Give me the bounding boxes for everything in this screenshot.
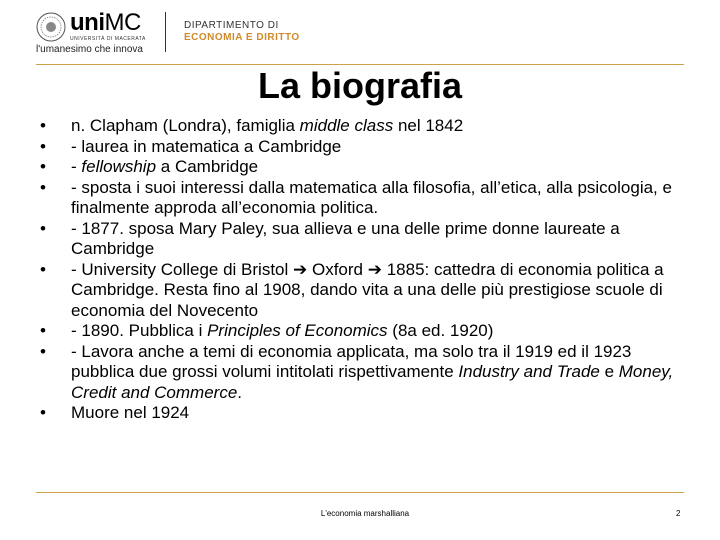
- bullet-marker: •: [40, 136, 46, 156]
- bullet-list: [40, 116, 680, 424]
- bullet-item: [40, 116, 680, 137]
- logo-motto: l'umanesimo che innova: [36, 44, 143, 55]
- bullet-item: [40, 321, 680, 342]
- bullet-marker: •: [40, 177, 46, 197]
- slide-header: [0, 0, 720, 62]
- bullet-marker: •: [40, 116, 46, 135]
- bullet-text: - Lavora anche a temi di economia applicata, ma solo tra il 1919 ed il 1923 pubblica due grossi volumi intitolati rispettivamente: [71, 341, 632, 381]
- bullet-text: - laurea in matematica a Cambridge: [71, 136, 342, 156]
- bullet-text: a Cambridge: [156, 157, 259, 176]
- bullet-item: [40, 137, 680, 158]
- university-seal-icon: [36, 12, 66, 42]
- bullet-item: [40, 403, 680, 424]
- bullet-marker: •: [40, 341, 46, 361]
- bullet-marker: •: [40, 218, 46, 238]
- header-divider: [165, 12, 166, 52]
- bullet-text: e: [599, 362, 619, 381]
- bullet-marker: •: [40, 259, 46, 279]
- bullet-text: n. Clapham (Londra), famiglia: [71, 116, 300, 135]
- department-line-1: DIPARTIMENTO DI: [184, 20, 279, 31]
- bullet-text: - University College di Bristol: [71, 259, 294, 279]
- bullet-item: [40, 342, 680, 404]
- bottom-divider: [36, 492, 684, 493]
- bullet-marker: •: [40, 403, 46, 422]
- bullet-text: nel 1842: [393, 116, 464, 135]
- department-line-2: ECONOMIA E DIRITTO: [184, 32, 300, 43]
- bullet-text: .: [237, 382, 243, 402]
- italic-text: Industry and Trade: [458, 362, 600, 381]
- italic-text: fellowship: [81, 157, 157, 176]
- italic-text: middle class: [299, 116, 394, 135]
- bullet-item: [40, 260, 680, 322]
- university-logo: [70, 10, 146, 42]
- italic-text: Principles of Economics: [207, 321, 388, 340]
- bullet-item: [40, 157, 680, 178]
- logo-bold-text: uni: [70, 9, 105, 36]
- bullet-text: - sposta i suoi interessi dalla matematica alla filosofia, all’etica, alla psicologia, e finalmente approda all’economia politica.: [71, 177, 672, 217]
- bullet-text: 1885: cattedra di economia politica a Cambridge. Resta fino al 1908, dando vita a una delle più prestigiose scuole di economia del Novecento: [71, 259, 664, 320]
- page-number: 2: [676, 509, 681, 518]
- arrow-right-icon: ➔: [293, 259, 308, 279]
- bullet-text: - 1890. Pubblica i: [71, 321, 208, 340]
- bullet-marker: •: [40, 157, 46, 176]
- italic-text: Money, Credit and Commerce: [71, 362, 674, 402]
- bullet-item: [40, 219, 680, 260]
- bullet-marker: •: [40, 321, 46, 340]
- arrow-right-icon: ➔: [367, 259, 382, 279]
- slide-title: La biografia: [257, 65, 463, 106]
- bullet-text: -: [71, 157, 82, 176]
- footer-title: L'economia marshalliana: [320, 509, 410, 518]
- logo-light-text: MC: [104, 9, 141, 36]
- bullet-text: (8a ed. 1920): [387, 321, 494, 340]
- bullet-item: [40, 178, 680, 219]
- department-name: [184, 20, 300, 44]
- bullet-text: Muore nel 1924: [71, 403, 190, 422]
- bullet-text: Oxford: [307, 259, 368, 279]
- bullet-text: - 1877. sposa Mary Paley, sua allieva e una delle prime donne laureate a Cambridge: [71, 218, 620, 258]
- logo-subtitle: UNIVERSITÀ DI MACERATA: [70, 36, 146, 42]
